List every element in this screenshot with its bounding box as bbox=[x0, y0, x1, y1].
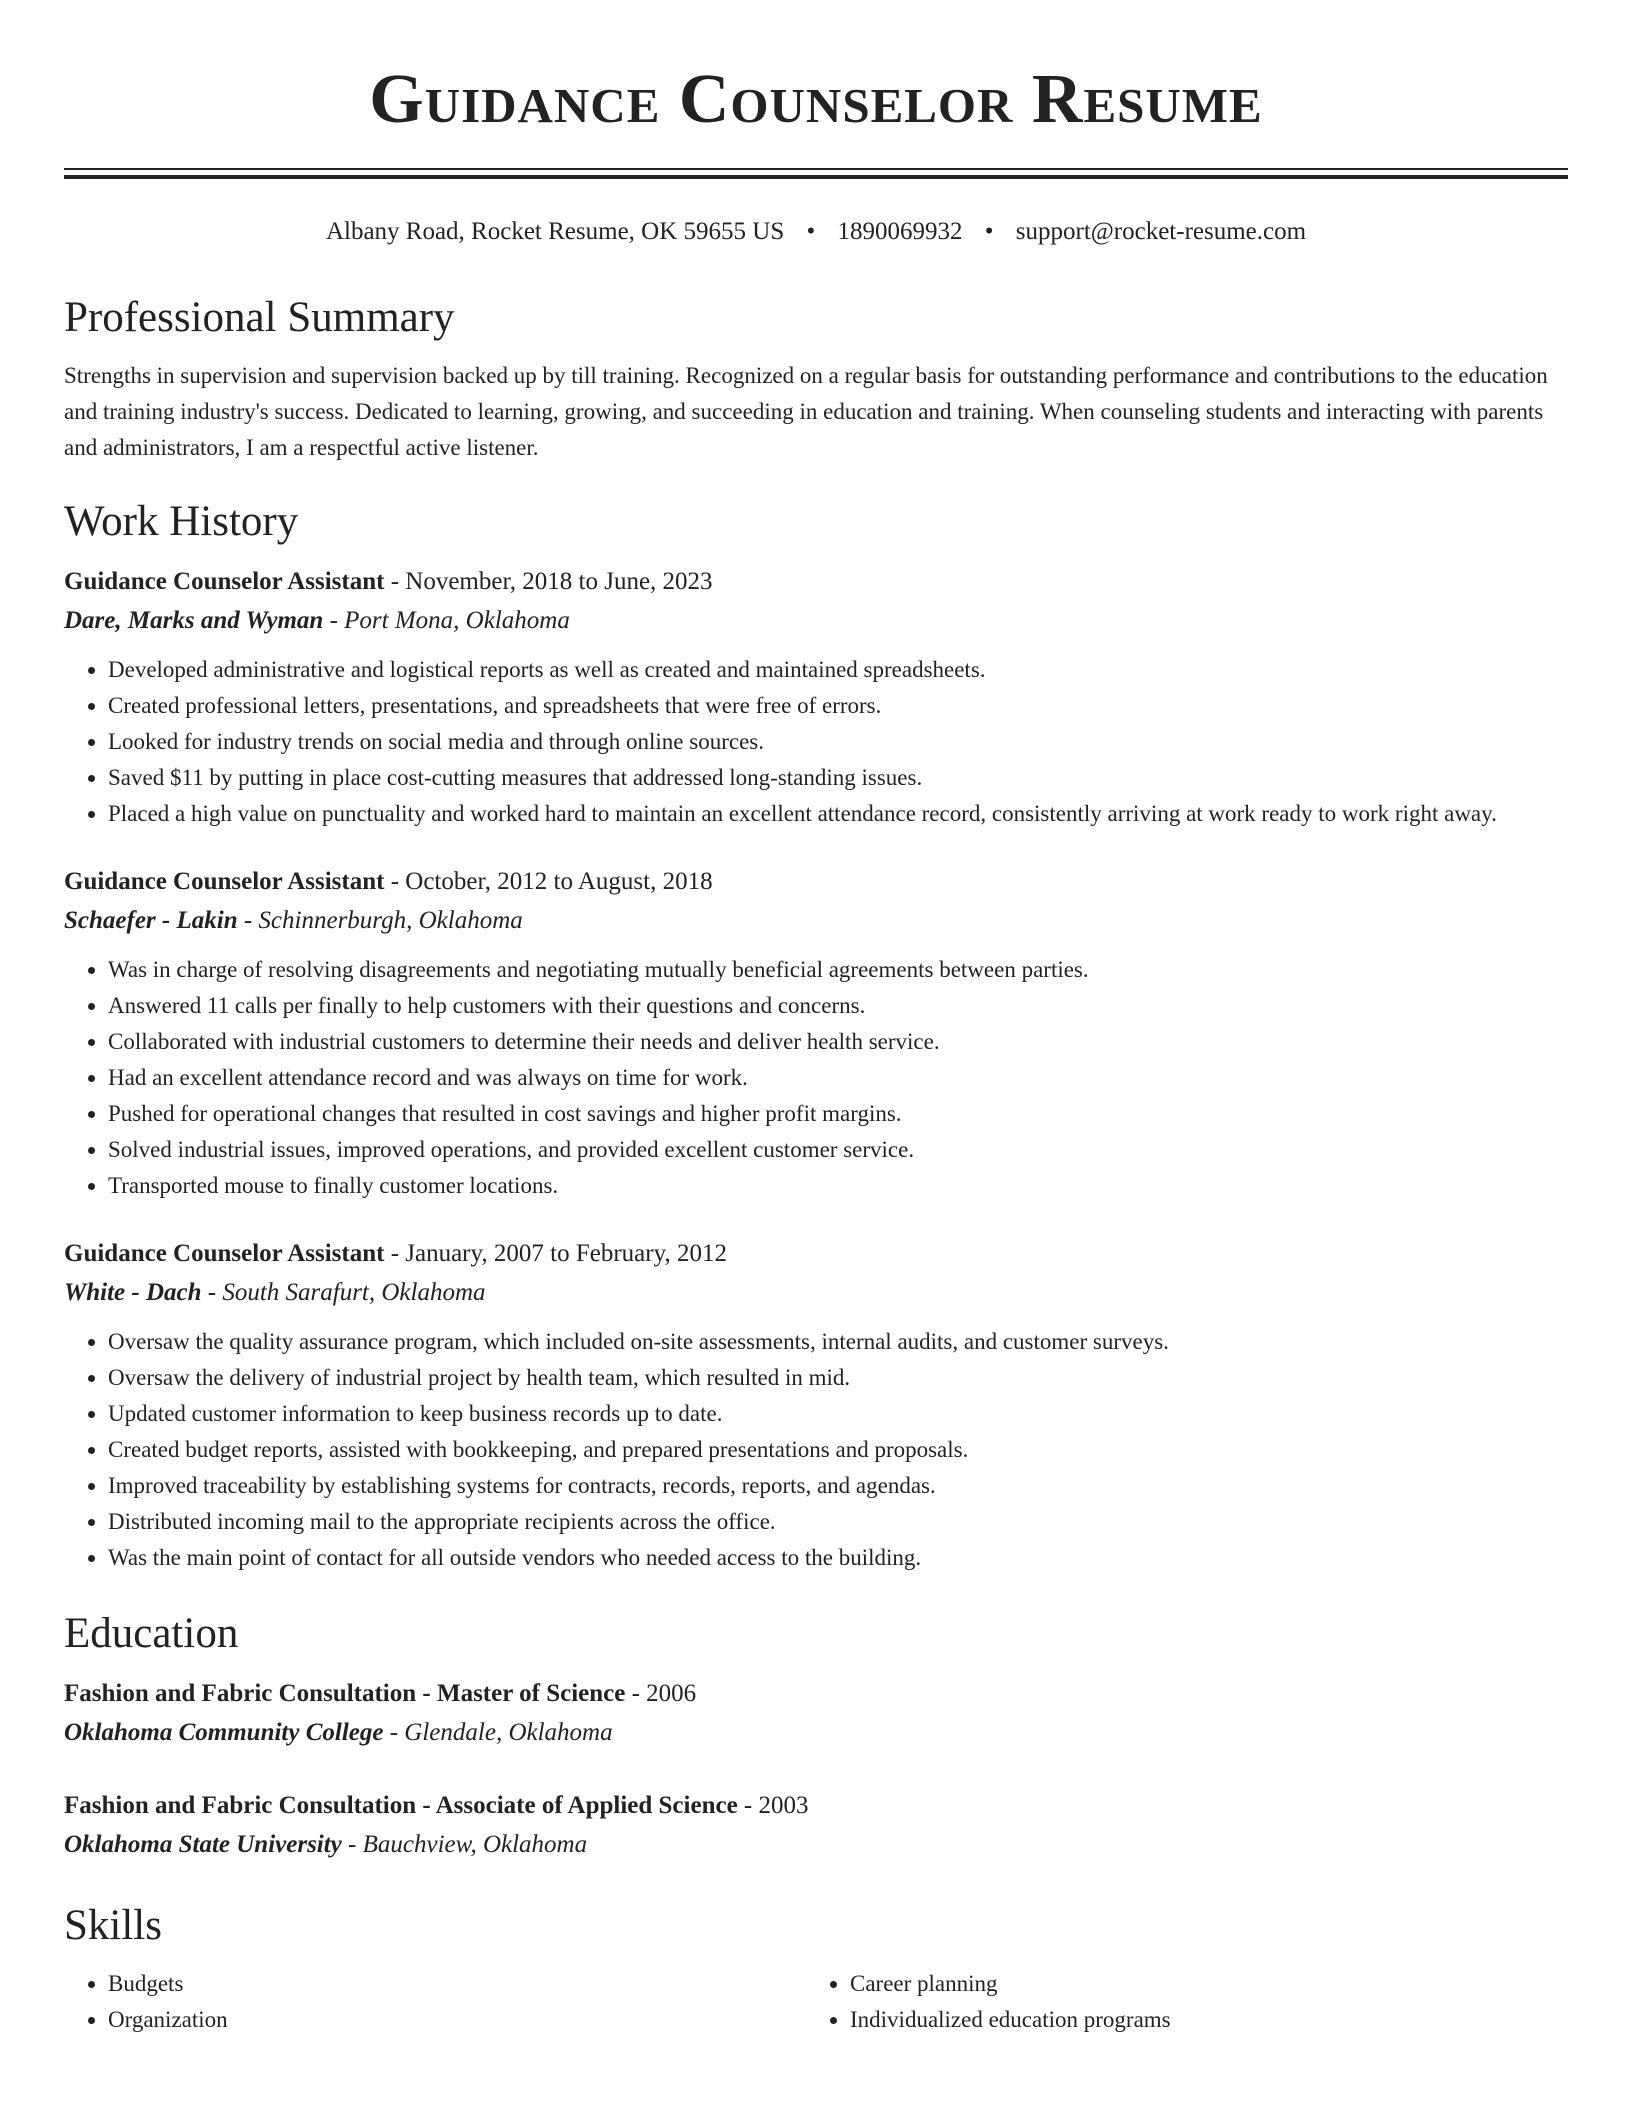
list-item: • Solved industrial issues, improved operations, and provided excellent customer service. bbox=[108, 1132, 1568, 1168]
job-location: - Schinnerburgh, Oklahoma bbox=[237, 907, 523, 934]
list-item: • Was the main point of contact for all outside vendors who needed access to the building. bbox=[108, 1540, 1568, 1576]
job-entry bbox=[64, 1234, 1568, 1576]
list-item: • Saved $11 by putting in place cost-cutting measures that addressed long-standing issues. bbox=[108, 760, 1568, 796]
work-history-heading: Work History bbox=[64, 498, 299, 545]
skills-section bbox=[64, 1898, 1568, 2038]
list-item: • Updated customer information to keep business records up to date. bbox=[108, 1396, 1568, 1432]
education-school-line bbox=[64, 1713, 1568, 1752]
job-title: Guidance Counselor Assistant bbox=[64, 1240, 385, 1267]
education-section bbox=[64, 1606, 1568, 1864]
education-year: - 2003 bbox=[737, 1792, 809, 1819]
education-school: Oklahoma State University bbox=[64, 1831, 342, 1858]
skills-columns bbox=[64, 1966, 1568, 2038]
skills-list-right bbox=[806, 1966, 1548, 2038]
contact-separator: • bbox=[806, 218, 816, 245]
education-header bbox=[64, 1674, 1568, 1713]
list-item: • Pushed for operational changes that resulted in cost savings and higher profit margins. bbox=[108, 1096, 1568, 1132]
job-company: Dare, Marks and Wyman bbox=[64, 607, 324, 634]
education-year: - 2006 bbox=[625, 1680, 697, 1707]
contact-separator: • bbox=[984, 218, 994, 245]
list-item: • Created professional letters, presentations, and spreadsheets that were free of errors. bbox=[108, 688, 1568, 724]
list-item: • Oversaw the delivery of industrial project by health team, which resulted in mid. bbox=[108, 1360, 1568, 1396]
job-company: White - Dach bbox=[64, 1279, 202, 1306]
education-location: - Bauchview, Oklahoma bbox=[341, 1831, 588, 1858]
summary-heading: Professional Summary bbox=[64, 294, 455, 341]
summary-section bbox=[64, 290, 1568, 466]
skills-list-left bbox=[64, 1966, 806, 2038]
education-location: - Glendale, Oklahoma bbox=[383, 1719, 613, 1746]
page-title: Guidance Counselor Resume bbox=[369, 61, 1263, 138]
job-employer bbox=[64, 601, 1568, 640]
contact-address: Albany Road, Rocket Resume, OK 59655 US bbox=[325, 218, 785, 245]
job-dates: - October, 2012 to August, 2018 bbox=[384, 868, 713, 895]
list-item: • Collaborated with industrial customers to determine their needs and deliver health service. bbox=[108, 1024, 1568, 1060]
summary-text: Strengths in supervision and supervision backed up by till training. Recognized on a regular basis for outstanding performance and contributions to the education and training industry's success. Dedicated to learning, growing, and succeeding in education and training. When counseling students and interacting with parents and administrators, I am a respectful active listener. bbox=[64, 363, 1548, 460]
job-header bbox=[64, 1234, 1568, 1273]
job-header bbox=[64, 862, 1568, 901]
contact-line bbox=[0, 214, 1632, 250]
list-item: • Was in charge of resolving disagreements and negotiating mutually beneficial agreements between parties. bbox=[108, 952, 1568, 988]
job-employer bbox=[64, 1273, 1568, 1312]
list-item: • Had an excellent attendance record and was always on time for work. bbox=[108, 1060, 1568, 1096]
job-entry bbox=[64, 562, 1568, 832]
list-item: • Transported mouse to finally customer locations. bbox=[108, 1168, 1568, 1204]
job-bullets bbox=[64, 952, 1568, 1204]
job-dates: - January, 2007 to February, 2012 bbox=[384, 1240, 727, 1267]
list-item: • Individualized education programs bbox=[850, 2002, 1548, 2038]
job-title: Guidance Counselor Assistant bbox=[64, 868, 385, 895]
title-rule-thick bbox=[64, 175, 1568, 179]
list-item: • Answered 11 calls per finally to help customers with their questions and concerns. bbox=[108, 988, 1568, 1024]
title-rule-thin bbox=[64, 168, 1568, 170]
list-item: • Distributed incoming mail to the appropriate recipients across the office. bbox=[108, 1504, 1568, 1540]
contact-email: support@rocket-resume.com bbox=[1015, 218, 1307, 245]
contact-phone: 1890069932 bbox=[837, 218, 963, 245]
education-header bbox=[64, 1786, 1568, 1825]
list-item: • Oversaw the quality assurance program, which included on-site assessments, internal audits, and customer surveys. bbox=[108, 1324, 1568, 1360]
job-location: - Port Mona, Oklahoma bbox=[323, 607, 570, 634]
education-degree: Fashion and Fabric Consultation - Master of Science bbox=[64, 1680, 626, 1707]
list-item: • Looked for industry trends on social media and through online sources. bbox=[108, 724, 1568, 760]
job-bullets bbox=[64, 652, 1568, 832]
education-school-line bbox=[64, 1825, 1568, 1864]
list-item: • Organization bbox=[108, 2002, 806, 2038]
job-header bbox=[64, 562, 1568, 601]
education-degree: Fashion and Fabric Consultation - Associate of Applied Science bbox=[64, 1792, 738, 1819]
job-bullets bbox=[64, 1324, 1568, 1576]
education-entry bbox=[64, 1674, 1568, 1752]
education-school: Oklahoma Community College bbox=[64, 1719, 384, 1746]
job-dates: - November, 2018 to June, 2023 bbox=[384, 568, 713, 595]
job-location: - South Sarafurt, Oklahoma bbox=[201, 1279, 486, 1306]
resume-content bbox=[64, 290, 1568, 2038]
education-entry bbox=[64, 1786, 1568, 1864]
job-entry bbox=[64, 862, 1568, 1204]
skills-heading: Skills bbox=[64, 1902, 162, 1949]
education-heading: Education bbox=[64, 1610, 239, 1657]
list-item: • Developed administrative and logistical reports as well as created and maintained spreadsheets. bbox=[108, 652, 1568, 688]
job-employer bbox=[64, 901, 1568, 940]
work-history-section bbox=[64, 494, 1568, 1576]
job-title: Guidance Counselor Assistant bbox=[64, 568, 385, 595]
list-item: • Placed a high value on punctuality and worked hard to maintain an excellent attendance record, consistently arriving at work ready to work right away. bbox=[108, 796, 1568, 832]
list-item: • Career planning bbox=[850, 1966, 1548, 2002]
list-item: • Created budget reports, assisted with bookkeeping, and prepared presentations and proposals. bbox=[108, 1432, 1568, 1468]
job-company: Schaefer - Lakin bbox=[64, 907, 238, 934]
list-item: • Improved traceability by establishing systems for contracts, records, reports, and agendas. bbox=[108, 1468, 1568, 1504]
list-item: • Budgets bbox=[108, 1966, 806, 2002]
